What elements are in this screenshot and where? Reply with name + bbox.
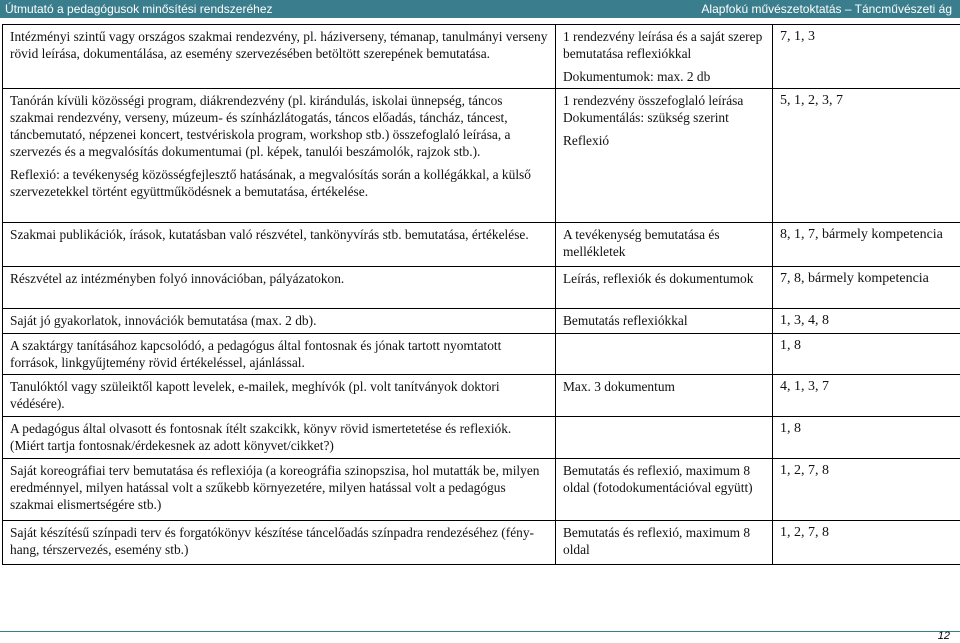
document-text: Leírás, reflexiók és dokumentumok bbox=[563, 271, 754, 286]
requirements-table bbox=[2, 24, 960, 565]
competence-cell bbox=[773, 334, 960, 375]
activity-cell bbox=[3, 521, 556, 565]
competence-cell bbox=[773, 25, 960, 89]
competence-cell bbox=[773, 521, 960, 565]
competence-text: 1, 3, 4, 8 bbox=[780, 313, 829, 328]
table-row bbox=[3, 459, 960, 521]
activity-cell bbox=[3, 459, 556, 521]
activity-cell bbox=[3, 417, 556, 459]
activity-text: Saját készítésű színpadi terv és forgatókönyv készítése táncelőadás színpadra rendezéséhez (fény-hang, térszervezés, esemény stb.) bbox=[10, 525, 534, 557]
document-cell bbox=[556, 459, 773, 521]
document-text: A tevékenység bemutatása és mellékletek bbox=[563, 227, 720, 259]
table-row bbox=[3, 223, 960, 267]
document-cell bbox=[556, 334, 773, 375]
activity-cell bbox=[3, 375, 556, 417]
activity-cell bbox=[3, 267, 556, 309]
activity-text: Tanulóktól vagy szüleiktől kapott levelek, e-mailek, meghívók (pl. volt tanítványok doktori védésére). bbox=[10, 379, 500, 411]
competence-text: 1, 8 bbox=[780, 338, 801, 353]
document-text: 1 rendezvény leírása és a saját szerep bemutatása reflexiókkal bbox=[563, 29, 763, 61]
competence-text: 1, 2, 7, 8 bbox=[780, 463, 829, 478]
activity-text: Tanórán kívüli közösségi program, diákrendezvény (pl. kirándulás, iskolai ünnepség, táncos szakmai rendezvény, verseny, múzeum- és színházlátogatás, táncos előadás, táncház, táncest, táncbemutató, népzenei koncert, testvériskola program, workshop stb.) összefoglaló leírása, a szervezés és a megvalósítás dokumentumai (pl. képek, tanulói beszámolók, rajzok stb.). bbox=[10, 93, 511, 159]
table-row bbox=[3, 375, 960, 417]
competence-text: 7, 1, 3 bbox=[780, 29, 815, 44]
activity-text: Szakmai publikációk, írások, kutatásban való részvétel, tankönyvírás stb. bemutatása, értékelése. bbox=[10, 227, 529, 242]
footer-rule bbox=[0, 631, 960, 632]
document-text: 1 rendezvény összefoglaló leírása bbox=[563, 93, 744, 108]
activity-cell bbox=[3, 223, 556, 267]
activity-text: Intézményi szintű vagy országos szakmai rendezvény, pl. háziverseny, témanap, tanulmányi verseny rövid leírása, dokumentálása, az esemény szervezésében betöltött szerepének bemutatása. bbox=[10, 29, 548, 61]
activity-cell bbox=[3, 334, 556, 375]
document-text: Dokumentumok: max. 2 db bbox=[563, 69, 711, 84]
table-row bbox=[3, 334, 960, 375]
competence-cell bbox=[773, 309, 960, 334]
header-bar bbox=[0, 0, 960, 18]
document-text: Bemutatás reflexiókkal bbox=[563, 313, 688, 328]
activity-cell bbox=[3, 25, 556, 89]
competence-cell bbox=[773, 459, 960, 521]
reflection-text: Reflexió: a tevékenység közösségfejlesztő hatásának, a megvalósítás során a kollégákkal, a külső szervezetekkel történt együttműködésnek a bemutatása, értékelése. bbox=[10, 167, 531, 199]
competence-text: 4, 1, 3, 7 bbox=[780, 379, 829, 394]
document-cell bbox=[556, 521, 773, 565]
document-cell bbox=[556, 375, 773, 417]
activity-text: Saját koreográfiai terv bemutatása és reflexiója (a koreográfia szinopszisa, hol mutatták be, milyen eredménnyel, milyen hatással volt a szűkebb környezetére, milyen hatással volt a pedagógus szakmai elismertségére stb.) bbox=[10, 463, 540, 512]
competence-text: 7, 8, bármely kompetencia bbox=[780, 271, 929, 286]
document-text: Reflexió bbox=[563, 133, 610, 148]
table-row bbox=[3, 89, 960, 223]
document-cell bbox=[556, 25, 773, 89]
document-text: Bemutatás és reflexió, maximum 8 oldal (fotodokumentációval együtt) bbox=[563, 463, 753, 495]
competence-cell bbox=[773, 223, 960, 267]
document-text: Bemutatás és reflexió, maximum 8 oldal bbox=[563, 525, 751, 557]
table-row bbox=[3, 25, 960, 89]
document-cell bbox=[556, 89, 773, 223]
header-title-left: Útmutató a pedagógusok minősítési rendszeréhez bbox=[5, 2, 273, 16]
page-number: 12 bbox=[937, 630, 950, 642]
document-cell bbox=[556, 223, 773, 267]
document-cell bbox=[556, 417, 773, 459]
document-text: Max. 3 dokumentum bbox=[563, 379, 675, 394]
competence-text: 1, 8 bbox=[780, 421, 801, 436]
activity-text: A pedagógus által olvasott és fontosnak ítélt szakcikk, könyv rövid ismertetetése és reflexiók. (Miért tartja fontosnak/érdekesnek az adott könyvet/cikket?) bbox=[10, 421, 512, 453]
activity-text: A szaktárgy tanításához kapcsolódó, a pedagógus által fontosnak és jónak tartott nyomtatott források, linkgyűjtemény rövid értékeléssel, ajánlással. bbox=[10, 338, 502, 370]
table-row bbox=[3, 417, 960, 459]
document-text: Dokumentálás: szükség szerint bbox=[563, 110, 729, 125]
header-title-right: Alapfokú művészetoktatás – Táncművészeti ág bbox=[701, 2, 952, 16]
document-cell bbox=[556, 309, 773, 334]
competence-cell bbox=[773, 89, 960, 223]
document-cell bbox=[556, 267, 773, 309]
competence-cell bbox=[773, 267, 960, 309]
activity-cell bbox=[3, 309, 556, 334]
competence-cell bbox=[773, 375, 960, 417]
activity-cell bbox=[3, 89, 556, 223]
table-row bbox=[3, 521, 960, 565]
table-row bbox=[3, 267, 960, 309]
activity-text: Saját jó gyakorlatok, innovációk bemutatása (max. 2 db). bbox=[10, 313, 317, 328]
table-row bbox=[3, 309, 960, 334]
competence-text: 1, 2, 7, 8 bbox=[780, 525, 829, 540]
competence-text: 5, 1, 2, 3, 7 bbox=[780, 93, 843, 108]
competence-cell bbox=[773, 417, 960, 459]
competence-text: 8, 1, 7, bármely kompetencia bbox=[780, 227, 943, 242]
activity-text: Részvétel az intézményben folyó innovációban, pályázatokon. bbox=[10, 271, 345, 286]
